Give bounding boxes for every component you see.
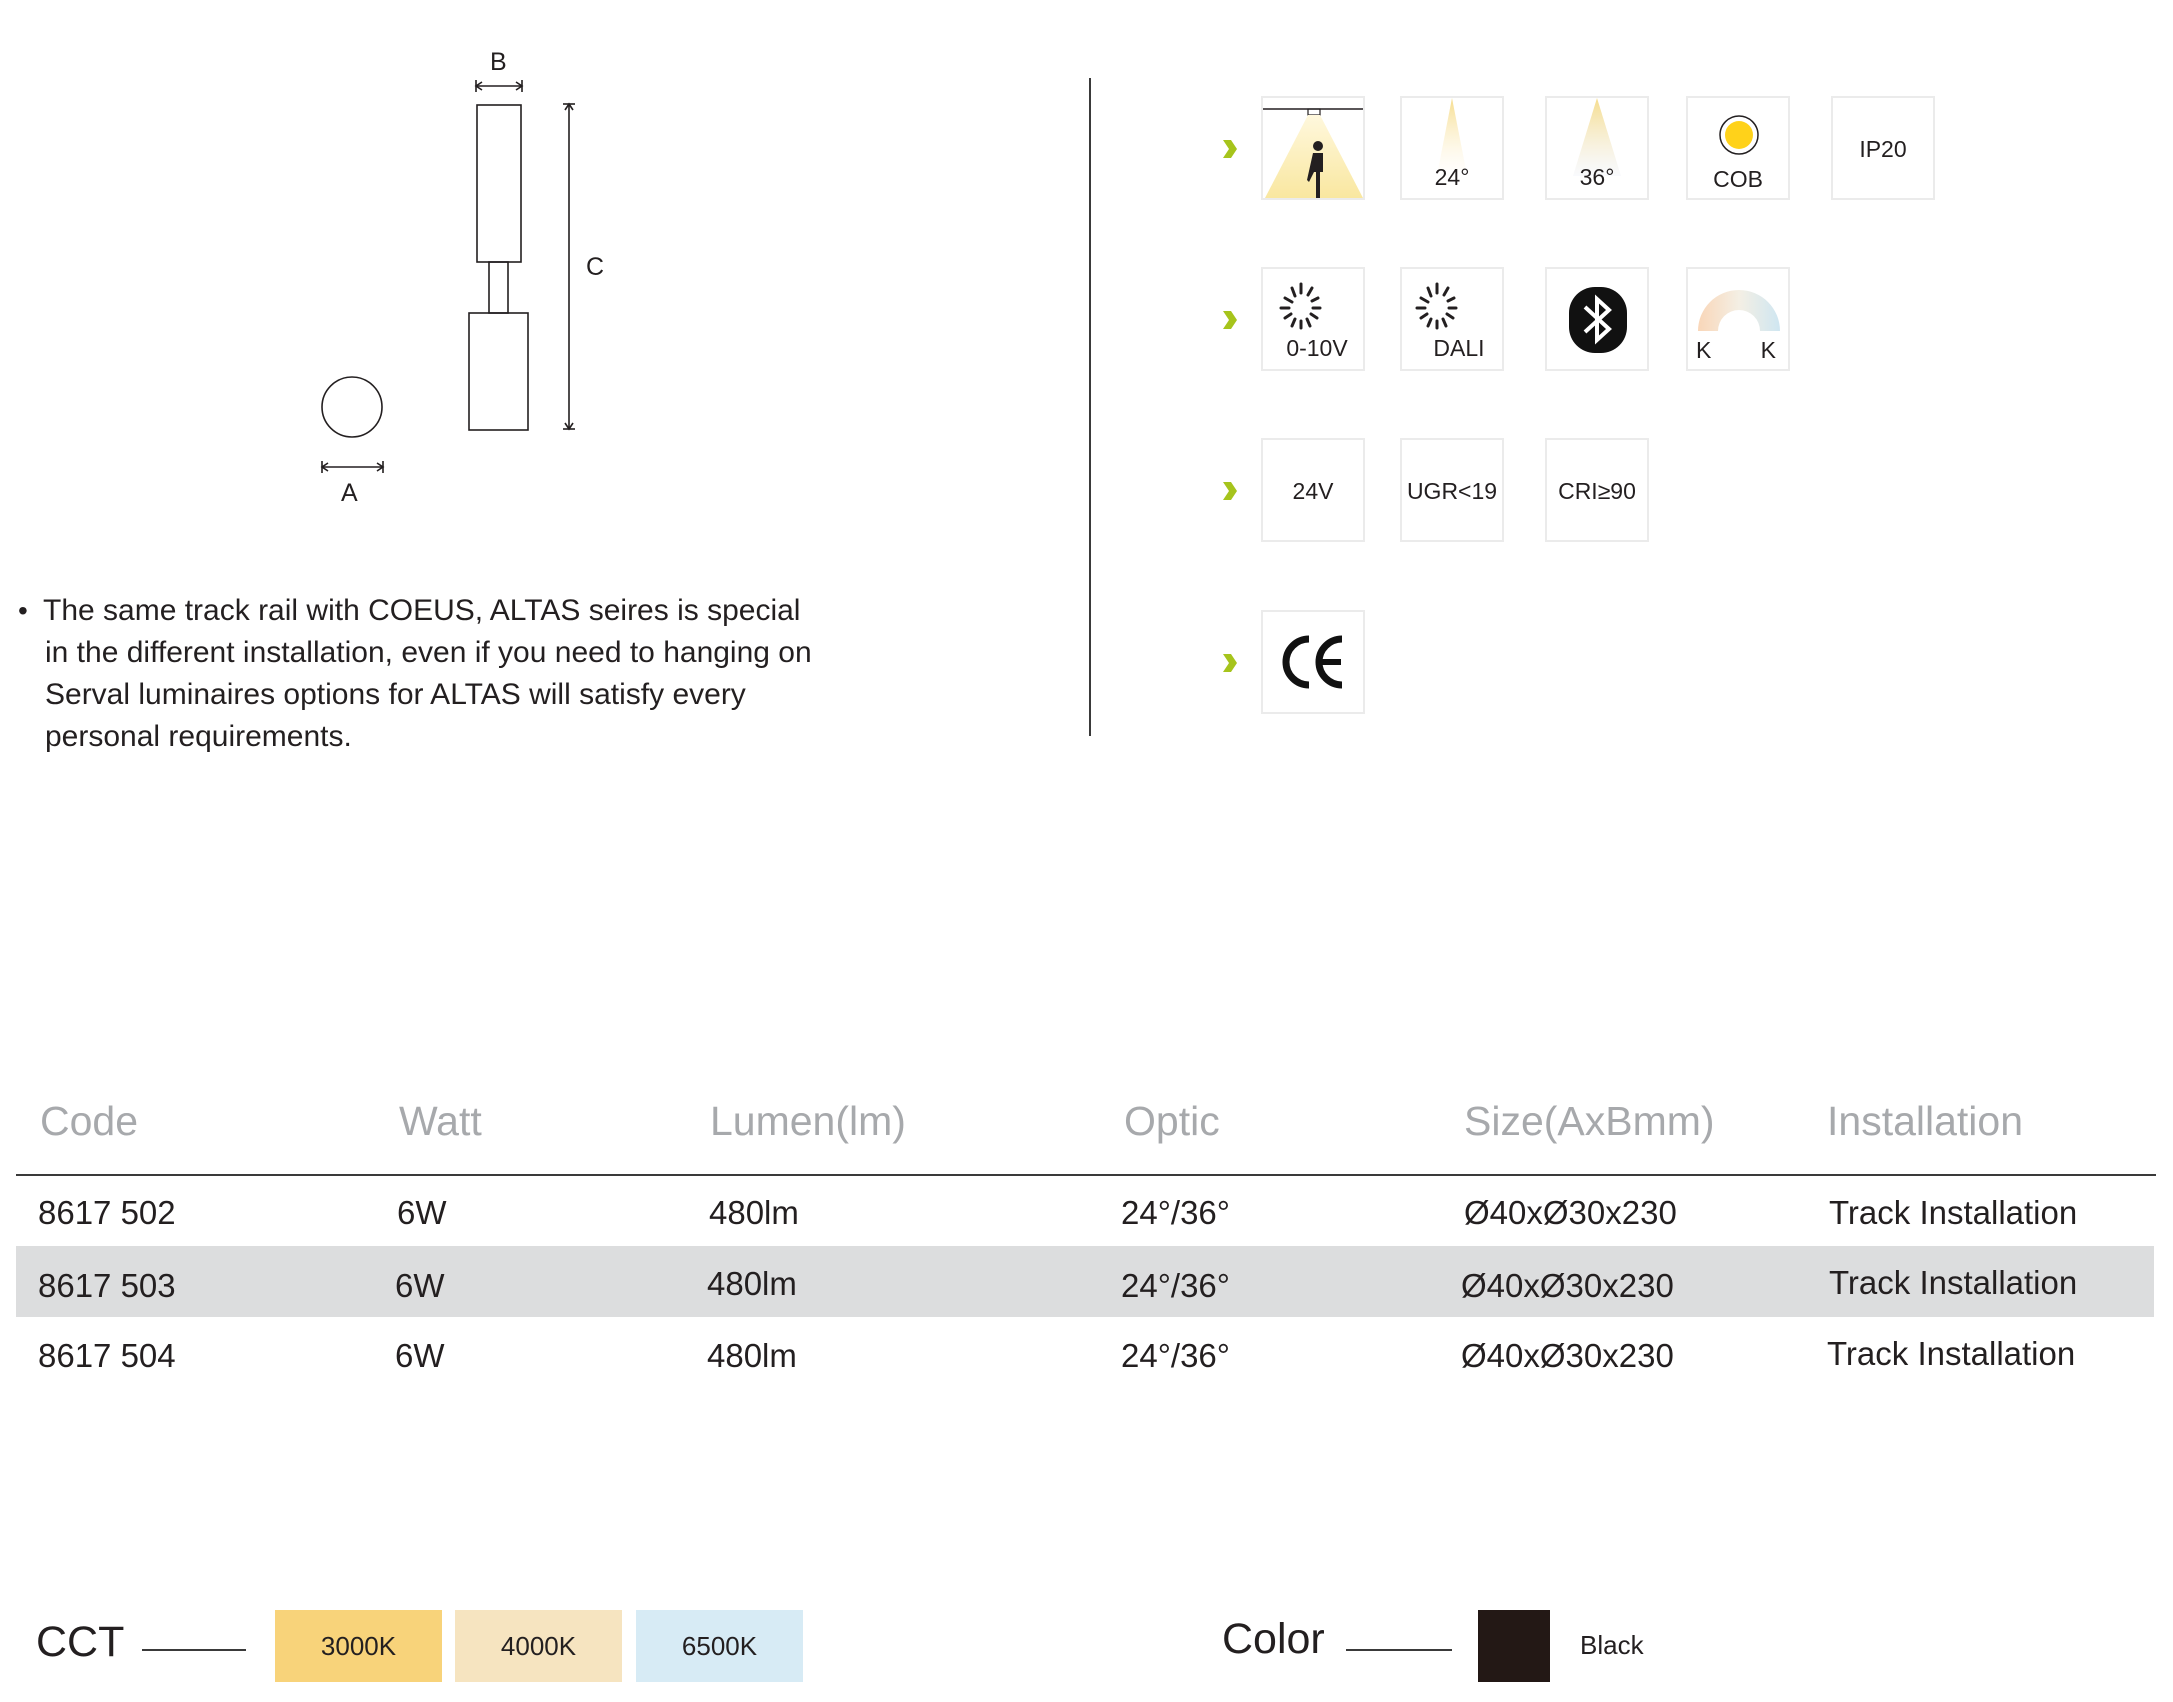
color-title: Color [1222,1615,1325,1663]
table-cell-code: 8617 503 [38,1267,176,1304]
table-cell-code: 8617 504 [38,1337,176,1374]
cct-swatch-3000k [275,1610,442,1682]
column-header-size: Size(AxBmm) [1464,1098,1715,1144]
table-cell-lumen: 480lm [707,1337,797,1374]
ugr-label: UGR<19 [1406,478,1498,504]
color-connector-line [1346,1649,1452,1651]
bluetooth-icon [1545,267,1649,371]
beam-angle-36-icon [1545,96,1649,200]
cct-swatch-4000k [455,1610,622,1682]
cri-label: CRI≥90 [1558,478,1636,504]
table-cell-installation: Track Installation [1829,1264,2078,1301]
cct-connector-line [142,1649,246,1651]
cct-swatch-label: 4000K [500,1630,577,1661]
feature-description [18,590,898,758]
bullet: • [18,595,28,626]
table-cell-installation: Track Installation [1827,1335,2076,1372]
beam-36-label: 36° [1579,164,1615,190]
table-cell-watt: 6W [397,1194,447,1231]
tunable-k-warm-label: K [1696,337,1712,363]
table-cell-size: Ø40xØ30x230 [1461,1337,1674,1374]
cct-swatch-label: 6500K [681,1630,758,1661]
row-arrow-icon [1223,482,1237,500]
table-cell-optic: 24°/36° [1121,1337,1230,1374]
tunable-k-cool-label: K [1760,337,1776,363]
table-cell-lumen: 480lm [707,1265,797,1302]
dimming-dali-label: DALI [1433,335,1485,361]
table-cell-optic: 24°/36° [1121,1267,1230,1304]
dimension-label-a: A [341,479,358,507]
column-header-installation: Installation [1827,1098,2024,1144]
row-arrow-icon [1223,311,1237,329]
track-light-person-icon [1261,96,1365,200]
cct-swatch-6500k [636,1610,803,1682]
column-header-lumen: Lumen(lm) [710,1098,906,1144]
table-cell-size: Ø40xØ30x230 [1461,1267,1674,1304]
column-header-optic: Optic [1124,1098,1220,1144]
dimming-0-10v-icon [1261,267,1365,371]
ugr-icon [1400,438,1504,542]
table-cell-code: 8617 502 [38,1194,176,1231]
ip-rating-icon [1831,96,1935,200]
beam-24-label: 24° [1434,164,1470,190]
cri-icon [1545,438,1649,542]
dimension-label-b: B [490,48,507,76]
feature-line-4: personal requirements. [45,720,352,753]
table-cell-size: Ø40xØ30x230 [1464,1194,1677,1231]
column-header-watt: Watt [399,1098,482,1144]
beam-angle-24-icon [1400,96,1504,200]
cob-chip-icon [1686,96,1790,200]
feature-line-1: The same track rail with COEUS, ALTAS seires is special [43,594,801,627]
cct-swatch-label: 3000K [320,1630,397,1661]
voltage-label: 24V [1292,478,1334,504]
table-cell-watt: 6W [395,1267,445,1304]
row-arrow-icon [1223,654,1237,672]
vertical-divider [1089,78,1091,736]
feature-line-2: in the different installation, even if you need to hanging on [45,636,812,669]
table-cell-lumen: 480lm [709,1194,799,1231]
column-header-code: Code [40,1098,139,1144]
table-header-divider [16,1174,2156,1176]
dimension-label-c: C [586,253,605,281]
ce-mark-icon [1261,610,1365,714]
cob-label: COB [1713,166,1763,192]
ip-label: IP20 [1859,136,1907,162]
color-swatch-label: Black [1580,1630,1644,1660]
table-cell-watt: 6W [395,1337,445,1374]
color-swatch-black [1478,1610,1550,1682]
row-arrow-icon [1223,140,1237,158]
table-cell-installation: Track Installation [1829,1194,2078,1231]
cct-title: CCT [36,1618,125,1666]
tunable-white-icon [1686,267,1790,371]
feature-line-3: Serval luminaires options for ALTAS will satisfy every [45,678,746,711]
table-cell-optic: 24°/36° [1121,1194,1230,1231]
dimension-drawing [300,40,660,520]
dimming-0-10v-label: 0-10V [1286,335,1348,361]
voltage-icon [1261,438,1365,542]
dimming-dali-icon [1400,267,1504,371]
